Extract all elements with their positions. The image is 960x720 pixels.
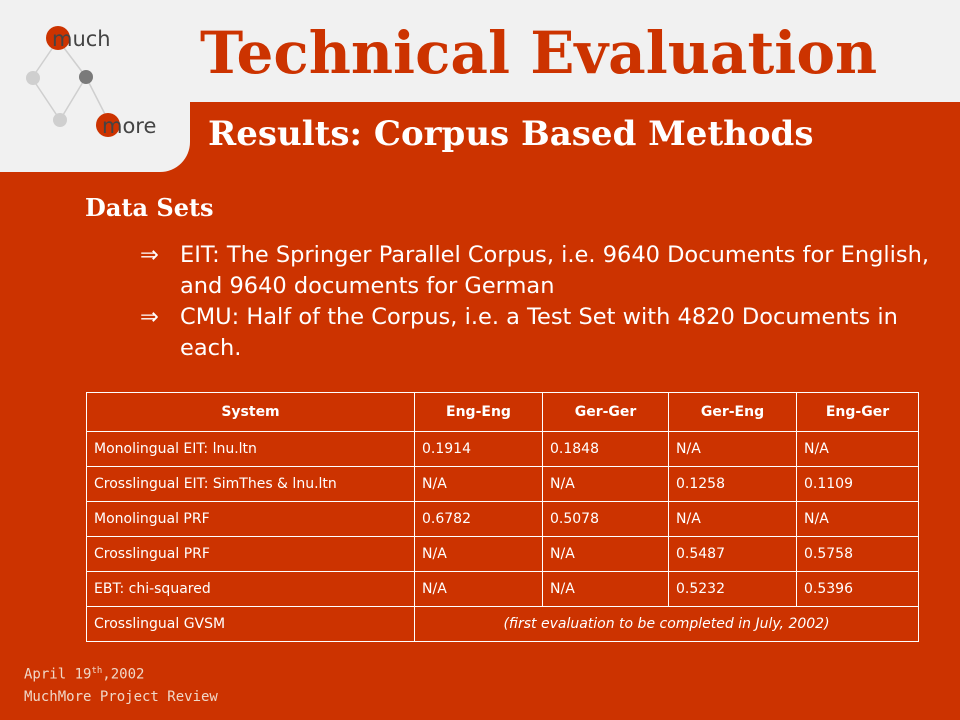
table-row <box>87 607 919 642</box>
page-title: Technical Evaluation <box>200 19 878 87</box>
cell-system: Crosslingual EIT: SimThes & lnu.ltn <box>87 467 415 502</box>
cell-system: Crosslingual GVSM <box>87 607 415 642</box>
cell-eng-eng: N/A <box>415 467 543 502</box>
cell-ger-ger: N/A <box>543 537 669 572</box>
footer-date-suffix: ,2002 <box>102 666 145 683</box>
double-arrow-icon: ⇒ <box>140 242 159 268</box>
bullet-text: CMU: Half of the Corpus, i.e. a Test Set with 4820 Documents in each. <box>180 304 898 361</box>
column-header-system: System <box>87 393 415 432</box>
section-heading: Data Sets <box>85 193 214 222</box>
footer-date-prefix: April 19 <box>24 666 92 683</box>
table-row <box>87 572 919 607</box>
cell-eng-eng: N/A <box>415 572 543 607</box>
logo-dot-left <box>26 71 40 85</box>
cell-eng-ger: 0.1109 <box>797 467 919 502</box>
cell-system: Monolingual PRF <box>87 502 415 537</box>
cell-ger-ger: N/A <box>543 572 669 607</box>
cell-eng-ger: N/A <box>797 502 919 537</box>
column-header-eng-ger: Eng-Ger <box>797 393 919 432</box>
cell-eng-ger: N/A <box>797 432 919 467</box>
footer-date <box>24 660 218 686</box>
results-table <box>86 392 919 642</box>
cell-system: Crosslingual PRF <box>87 537 415 572</box>
table-row <box>87 537 919 572</box>
logo-dot-center <box>79 70 93 84</box>
page-subtitle: Results: Corpus Based Methods <box>208 114 814 154</box>
logo-word-more: more <box>102 114 157 138</box>
table-header-row <box>87 393 919 432</box>
bullet-list <box>140 240 930 364</box>
cell-system: Monolingual EIT: lnu.ltn <box>87 432 415 467</box>
cell-eng-eng: 0.6782 <box>415 502 543 537</box>
footer-date-sup: th <box>91 666 103 676</box>
bullet-text: EIT: The Springer Parallel Corpus, i.e. 9640 Documents for English, and 9640 documents for German <box>180 242 930 299</box>
column-header-eng-eng: Eng-Eng <box>415 393 543 432</box>
logo-word-much: much <box>52 27 111 51</box>
cell-eng-ger: 0.5396 <box>797 572 919 607</box>
cell-eng-ger: 0.5758 <box>797 537 919 572</box>
double-arrow-icon: ⇒ <box>140 304 159 330</box>
table-row <box>87 502 919 537</box>
cell-ger-eng: 0.5232 <box>669 572 797 607</box>
column-header-ger-eng: Ger-Eng <box>669 393 797 432</box>
cell-ger-eng: 0.5487 <box>669 537 797 572</box>
cell-eng-eng: N/A <box>415 537 543 572</box>
column-header-ger-ger: Ger-Ger <box>543 393 669 432</box>
table-row <box>87 432 919 467</box>
table-row <box>87 467 919 502</box>
logo-graphic <box>0 0 190 172</box>
cell-merged-note: (first evaluation to be completed in July, 2002) <box>415 607 919 642</box>
bullet-item <box>140 240 930 302</box>
cell-ger-eng: N/A <box>669 502 797 537</box>
cell-ger-ger: N/A <box>543 467 669 502</box>
footer <box>24 660 218 708</box>
cell-system: EBT: chi-squared <box>87 572 415 607</box>
cell-ger-eng: 0.1258 <box>669 467 797 502</box>
logo <box>0 0 190 172</box>
bullet-item <box>140 302 930 364</box>
cell-ger-ger: 0.1848 <box>543 432 669 467</box>
footer-event: MuchMore Project Review <box>24 688 218 705</box>
cell-ger-ger: 0.5078 <box>543 502 669 537</box>
cell-eng-eng: 0.1914 <box>415 432 543 467</box>
cell-ger-eng: N/A <box>669 432 797 467</box>
logo-dot-bottom <box>53 113 67 127</box>
